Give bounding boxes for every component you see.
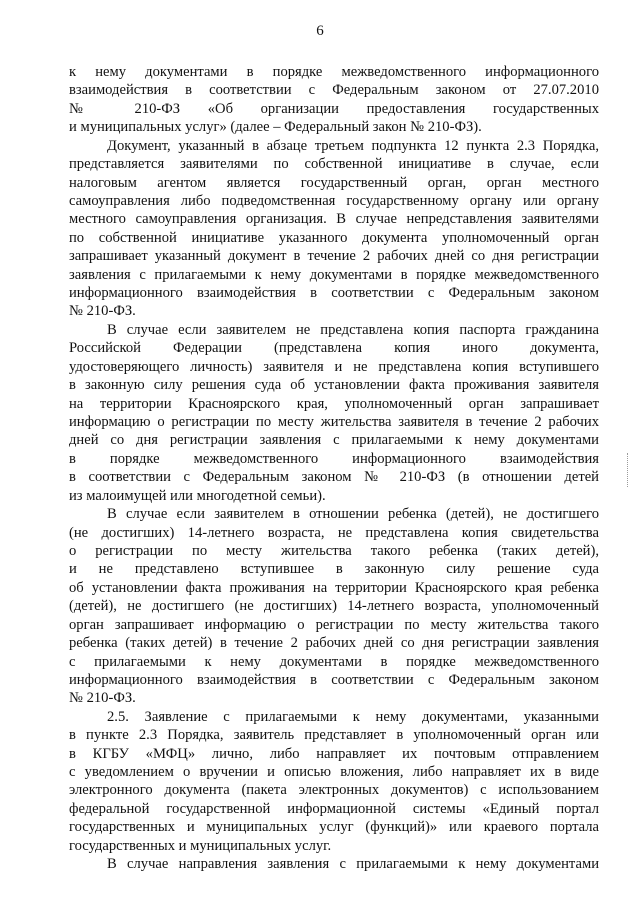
text-line: из малоимущей или многодетной семьи). xyxy=(69,487,326,504)
text-line: удостоверяющего личность) заявителя и не представлена копия вступившего xyxy=(69,358,599,375)
scan-artifact-mark xyxy=(627,453,630,487)
text-line: № 210-ФЗ. xyxy=(69,303,136,320)
text-line: к нему документами в порядке межведомственного информационного xyxy=(69,64,599,80)
text-line: о регистрации по месту жительства такого ребенка (таких детей), xyxy=(69,542,599,559)
text-line: (детей), не достигшего (не достигших) 14-летнего возраста, уполномоченный xyxy=(69,598,599,615)
text-line: дней со дня регистрации заявления с прилагаемыми к нему документами xyxy=(69,432,599,449)
text-line: в пункте 2.3 Порядка, заявитель представляет в уполномоченный орган или xyxy=(69,727,599,744)
text-line: в порядке межведомственного информационного взаимодействия xyxy=(69,450,599,467)
text-line: В случае направления заявления с прилагаемыми к нему документами xyxy=(107,856,599,873)
text-line: государственных и муниципальных услуг (функций)» или краевого портала xyxy=(69,819,599,836)
text-line: информационного взаимодействия в соответствии с Федеральным законом xyxy=(69,285,599,302)
text-line: Документ, указанный в абзаце третьем подпункта 12 пункта 2.3 Порядка, xyxy=(107,137,599,154)
text-line: представляется заявителями по собственной инициативе в случае, если xyxy=(69,156,599,173)
text-line: В случае если заявителем не представлена копия паспорта гражданина xyxy=(107,321,599,338)
text-line: электронного документа (пакета электронных документов) с использованием xyxy=(69,782,599,799)
text-line: ребенка (таких детей) в течение 2 рабочих дней со дня регистрации заявления xyxy=(69,635,599,652)
text-line: № 210-ФЗ «Об организации предоставления государственных xyxy=(69,100,599,117)
text-line: в соответствии с Федеральным законом № 210-ФЗ (в отношении детей xyxy=(69,469,599,486)
page-number: 6 xyxy=(316,23,324,39)
text-line: об установлении факта проживания на территории Красноярского края ребенка xyxy=(69,579,599,596)
text-line: информацию о регистрации по месту жительства заявителя в течение 2 рабочих xyxy=(69,414,599,431)
text-line: на территории Красноярского края, уполномоченный орган запрашивает xyxy=(69,395,599,412)
text-line: федеральной государственной информационной системы «Единый портал xyxy=(69,800,599,817)
text-line: В случае если заявителем в отношении ребенка (детей), не достигшего xyxy=(107,506,599,523)
text-line: орган запрашивает информацию о регистрации по месту жительства такого xyxy=(69,616,599,633)
text-line: № 210-ФЗ. xyxy=(69,690,136,707)
text-line: заявления с прилагаемыми к нему документами в порядке межведомственного xyxy=(69,266,599,283)
text-line: информационного взаимодействия в соответствии с Федеральным законом xyxy=(69,671,599,688)
text-line: налоговым агентом является государственный орган, орган местного xyxy=(69,174,599,191)
text-line: в законную силу решения суда об установлении факта проживания заявителя xyxy=(69,377,599,394)
text-line: государственных и муниципальных услуг. xyxy=(69,837,332,854)
text-line: с прилагаемыми к нему документами в порядке межведомственного xyxy=(69,653,599,670)
document-body xyxy=(69,63,599,874)
text-line: и муниципальных услуг» (далее – Федеральный закон № 210-ФЗ). xyxy=(69,119,482,136)
text-line: 2.5. Заявление с прилагаемыми к нему документами, указанными xyxy=(107,708,599,725)
text-line: (не достигших) 14-летнего возраста, не представлена копия свидетельства xyxy=(69,524,599,541)
text-line: с уведомлением о вручении и описью вложения, либо направляет их в виде xyxy=(69,764,599,781)
text-line: взаимодействия в соответствии с Федеральным законом от 27.07.2010 xyxy=(69,82,599,99)
text-line: местного самоуправления организация. В случае непредставления заявителями xyxy=(69,211,599,228)
text-line: и не представлено вступившее в законную силу решение суда xyxy=(69,561,599,578)
text-line: по собственной инициативе указанного документа уполномоченный орган xyxy=(69,229,599,246)
text-line: в КГБУ «МФЦ» лично, либо направляет их почтовым отправлением xyxy=(69,745,599,762)
text-line: запрашивает указанный документ в течение 2 рабочих дней со дня регистрации xyxy=(69,248,599,265)
text-line: Российской Федерации (представлена копия иного документа, xyxy=(69,340,599,357)
text-line: самоуправления либо подведомственная государственному органу или органу xyxy=(69,192,599,209)
